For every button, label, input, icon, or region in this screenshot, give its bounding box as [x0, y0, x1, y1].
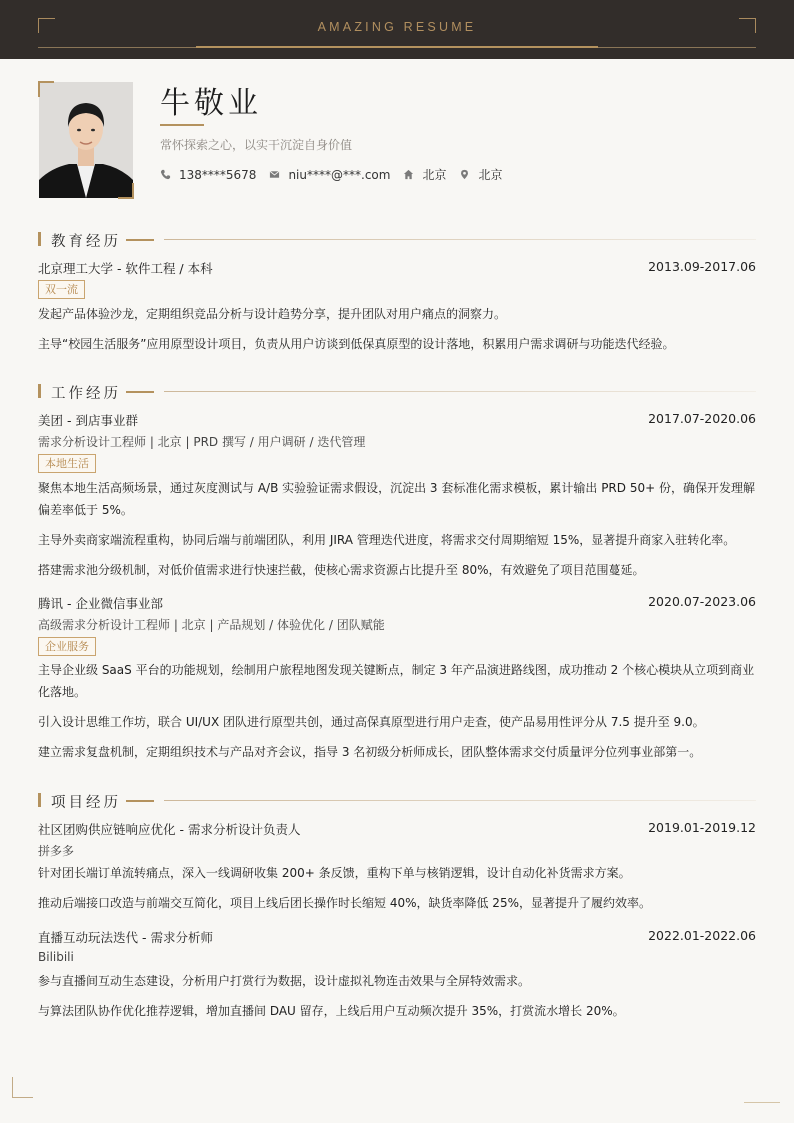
project-title: 社区团购供应链响应优化 - 需求分析设计负责人 [38, 822, 301, 837]
portrait-illustration [39, 82, 133, 198]
section-education [38, 231, 756, 249]
current-city: 北京 [478, 168, 503, 182]
date-range: 2020.07-2023.06 [648, 594, 756, 609]
section-rule [164, 391, 756, 392]
phone-icon [160, 169, 171, 180]
work-point: 主导外卖商家端流程重构，协同后端与前端团队，利用 JIRA 管理迭代进度，将需求交付周期缩短 15%，显著提升商家入驻转化率。 [38, 533, 736, 547]
avatar [39, 82, 133, 198]
divider [744, 1102, 780, 1103]
education-point: 主导“校园生活服务”应用原型设计项目，负责从用户访谈到低保真原型的设计落地，积累用户需求调研与功能迭代经验。 [38, 337, 675, 351]
email-address: niu****@***.com [288, 167, 391, 182]
section-accent [126, 391, 154, 393]
section-title: 教育经历 [51, 234, 121, 250]
project-entry [38, 820, 756, 838]
project-point: 参与直播间互动生态建设，分析用户打赏行为数据，设计虚拟礼物连击效果与全屏特效需求。 [38, 974, 531, 988]
section-accent [126, 239, 154, 241]
tag-badge: 企业服务 [38, 637, 96, 656]
project-point: 针对团长端订单流转痛点，深入一线调研收集 200+ 条反馈，重构下单与核销逻辑，设计自动化补货需求方案。 [38, 866, 631, 880]
education-point: 发起产品体验沙龙，定期组织竞品分析与设计趋势分享，提升团队对用户痛点的洞察力。 [38, 307, 507, 321]
work-point: 聚焦本地生活高频场景，通过灰度测试与 A/B 实验验证需求假设，沉淀出 3 套标准化需求模板，累计输出 PRD 50+ 份，确保开发理解偏差率低于 5%。 [38, 481, 755, 517]
resume-header [0, 0, 794, 59]
section-work [38, 383, 756, 401]
section-accent [126, 800, 154, 802]
date-range: 2013.09-2017.06 [648, 259, 756, 274]
section-marker [38, 232, 41, 246]
person-name: 牛敬业 [160, 86, 262, 121]
home-icon [403, 169, 414, 180]
contact-home [403, 166, 446, 183]
work-point: 引入设计思维工作坊，联合 UI/UX 团队进行原型共创，通过高保真原型进行用户走查，使产品易用性评分从 7.5 提升至 9.0。 [38, 715, 705, 729]
school-name: 北京理工大学 - 软件工程 / 本科 [38, 261, 213, 276]
section-rule [164, 239, 756, 240]
date-range: 2022.01-2022.06 [648, 928, 756, 943]
work-point: 建立需求复盘机制，定期组织技术与产品对齐会议，指导 3 名初级分析师成长，团队整体需求交付质量评分位列事业部第一。 [38, 745, 702, 759]
section-projects [38, 792, 756, 810]
photo-frame-corner [118, 183, 134, 199]
contact-email[interactable] [269, 168, 390, 182]
work-point: 搭建需求池分级机制，对低价值需求进行快速拦截，使核心需求资源占比提升至 80%，有效避免了项目范围蔓延。 [38, 563, 645, 577]
date-range: 2019.01-2019.12 [648, 820, 756, 835]
motto: 常怀探索之心，以实干沉淀自身价值 [160, 138, 353, 152]
job-role: 高级需求分析设计工程师 | 北京 | 产品规划 / 体验优化 / 团队赋能 [38, 618, 385, 632]
profile-photo [38, 81, 134, 199]
company-name: 美团 - 到店事业群 [38, 413, 138, 428]
section-title: 项目经历 [51, 795, 121, 811]
photo-frame-corner [38, 81, 54, 97]
project-point: 与算法团队协作优化推荐逻辑，增加直播间 DAU 留存，上线后用户互动频次提升 35%，打赏流水增长 20%。 [38, 1004, 625, 1018]
corner-ornament [12, 1077, 33, 1098]
section-marker [38, 384, 41, 398]
name-underline [160, 124, 204, 126]
education-entry [38, 259, 756, 277]
work-point: 主导企业级 SaaS 平台的功能规划，绘制用户旅程地图发现关键断点，制定 3 年产品演进路线图，成功推动 2 个核心模块从立项到商业化落地。 [38, 663, 755, 699]
work-entry [38, 411, 756, 429]
work-entry [38, 594, 756, 612]
brand-title: AMAZING RESUME [317, 20, 477, 34]
contact-location [459, 166, 502, 183]
section-marker [38, 793, 41, 807]
section-title: 工作经历 [51, 386, 121, 402]
project-title: 直播互动玩法迭代 - 需求分析师 [38, 930, 213, 945]
project-entry [38, 928, 756, 946]
company-name: 腾讯 - 企业微信事业部 [38, 596, 163, 611]
phone-number: 138****5678 [179, 167, 257, 182]
job-role: 需求分析设计工程师 | 北京 | PRD 撰写 / 用户调研 / 迭代管理 [38, 435, 366, 449]
project-org: Bilibili [38, 950, 74, 964]
tag-badge: 双一流 [38, 280, 85, 299]
contact-phone[interactable] [160, 168, 256, 182]
date-range: 2017.07-2020.06 [648, 411, 756, 426]
section-rule [164, 800, 756, 801]
contact-list [160, 166, 515, 183]
mail-icon [269, 169, 280, 180]
project-org: 拼多多 [38, 844, 75, 858]
divider-accent [196, 46, 598, 48]
tag-badge: 本地生活 [38, 454, 96, 473]
location-pin-icon [459, 169, 470, 180]
project-point: 推动后端接口改造与前端交互简化，项目上线后团长操作时长缩短 40%，缺货率降低 25%，显著提升了履约效率。 [38, 896, 651, 910]
hometown: 北京 [422, 168, 447, 182]
